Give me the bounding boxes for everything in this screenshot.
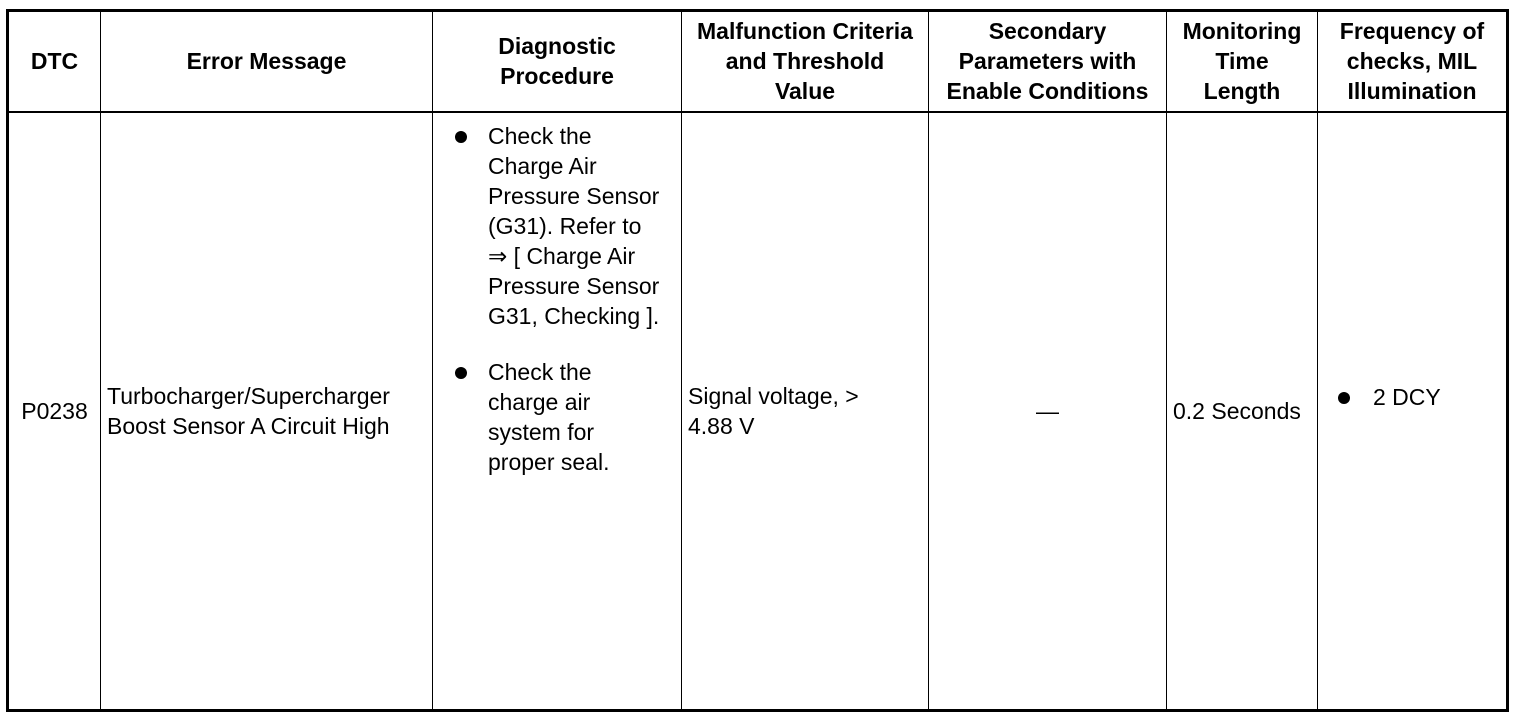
table-row: [8, 112, 1508, 711]
frequency-item: [1338, 382, 1502, 412]
frequency-value: 2 DCY: [1373, 383, 1441, 410]
cell-malfunction-criteria: [682, 112, 929, 711]
monitoring-time-value: 0.2 Seconds: [1173, 397, 1301, 424]
step-line: (G31). Refer to: [488, 212, 642, 239]
header-secondary-parameters: [929, 11, 1167, 112]
secondary-value: —: [1036, 397, 1059, 424]
header-malfunction-line: Value: [774, 78, 836, 105]
header-frequency-line: Frequency of: [1339, 18, 1485, 45]
header-secondary-line: Parameters with: [958, 48, 1137, 75]
cell-monitoring-time: [1167, 112, 1318, 711]
bullet-icon: [1338, 392, 1350, 404]
step-line: proper seal.: [488, 448, 610, 475]
list-item: [433, 121, 677, 331]
dtc-table: [6, 9, 1509, 712]
error-message-line: Turbocharger/Supercharger: [107, 382, 390, 409]
step-line: charge air: [488, 388, 591, 415]
step-line: system for: [488, 418, 595, 445]
diagnostic-steps-list: [433, 121, 677, 477]
cell-diagnostic-procedure: [433, 112, 682, 711]
header-dtc-label: DTC: [30, 48, 79, 75]
header-frequency: [1318, 11, 1508, 112]
cell-secondary-parameters: [929, 112, 1167, 711]
step-line-link[interactable]: G31, Checking ].: [488, 302, 660, 329]
header-secondary-line: Enable Conditions: [946, 78, 1149, 105]
header-malfunction-criteria: [682, 11, 929, 112]
cell-dtc-code: [8, 112, 101, 711]
header-error-message-label: Error Message: [186, 48, 347, 75]
header-secondary-line: Secondary: [988, 18, 1107, 45]
error-message-line: Boost Sensor A Circuit High: [107, 412, 390, 439]
list-item: [433, 357, 677, 477]
header-row: [8, 11, 1508, 112]
header-malfunction-line: Malfunction Criteria: [697, 18, 913, 45]
header-diagnostic-line: Diagnostic: [498, 33, 616, 60]
step-line: Pressure Sensor: [488, 182, 660, 209]
step-line-link[interactable]: Pressure Sensor: [488, 272, 660, 299]
header-dtc: [8, 11, 101, 112]
header-frequency-line: checks, MIL: [1346, 48, 1478, 75]
header-monitoring-time: [1167, 11, 1318, 112]
header-malfunction-line: and Threshold: [725, 48, 885, 75]
header-frequency-line: Illumination: [1347, 78, 1477, 105]
cell-frequency: [1318, 112, 1508, 711]
dtc-code: P0238: [21, 397, 88, 424]
step-line: Charge Air: [488, 152, 597, 179]
header-diagnostic-procedure: [433, 11, 682, 112]
bullet-icon: [455, 367, 467, 379]
header-error-message: [101, 11, 433, 112]
cell-error-message: [101, 112, 433, 711]
step-line: Check the: [488, 122, 592, 149]
header-monitoring-line: Time: [1215, 48, 1269, 75]
header-monitoring-line: Length: [1203, 78, 1281, 105]
step-line: Check the: [488, 358, 592, 385]
step-line-link[interactable]: ⇒ [ Charge Air: [488, 242, 636, 269]
header-diagnostic-line: Procedure: [500, 63, 614, 90]
malfunction-line: 4.88 V: [688, 412, 755, 439]
bullet-icon: [455, 131, 467, 143]
header-monitoring-line: Monitoring: [1182, 18, 1302, 45]
malfunction-line: Signal voltage, >: [688, 382, 859, 409]
